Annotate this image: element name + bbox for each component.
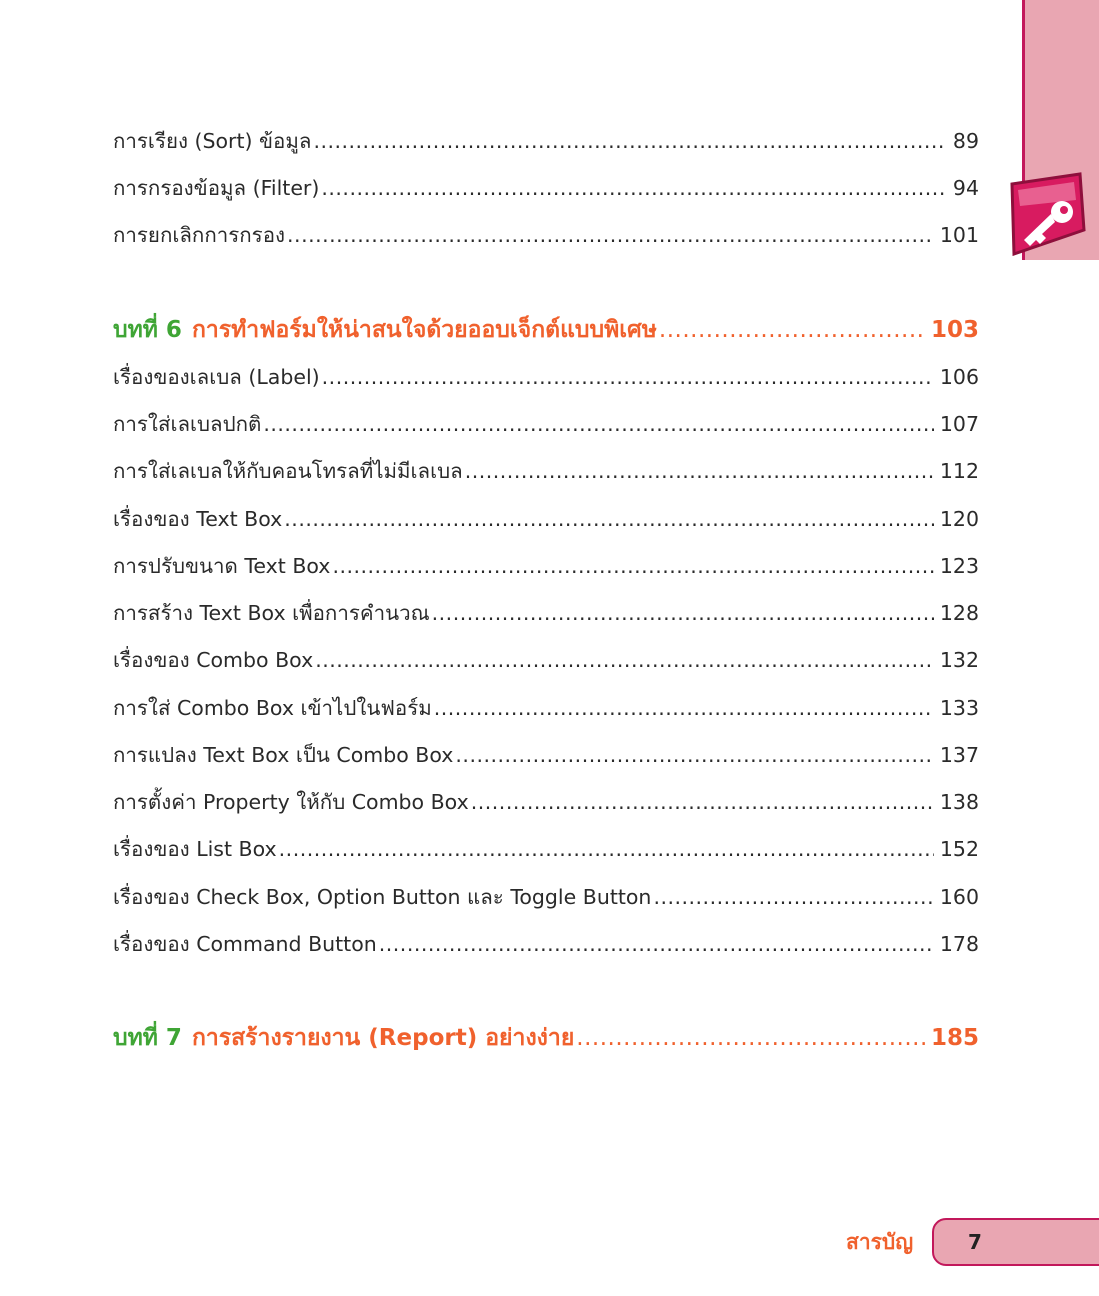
toc-entry-title: การเรียง (Sort) ข้อมูล — [113, 129, 312, 153]
toc-entry[interactable] — [113, 114, 979, 154]
toc-entry[interactable] — [113, 397, 979, 437]
dot-leader — [279, 836, 934, 862]
dot-leader — [432, 600, 934, 626]
toc-entry-title: การสร้าง Text Box เพื่อการคำนวณ — [113, 601, 430, 625]
toc-entry-page: 101 — [939, 223, 979, 247]
access-key-logo-icon — [1004, 170, 1088, 256]
dot-leader — [471, 789, 934, 815]
toc-entry[interactable] — [113, 633, 979, 673]
toc-entry-page: 138 — [939, 790, 979, 814]
toc-entry[interactable] — [113, 539, 979, 579]
dot-leader — [287, 222, 934, 248]
toc-entry-title: การกรองข้อมูล (Filter) — [113, 176, 320, 200]
chapter-heading[interactable] — [113, 1011, 979, 1051]
toc-entry-page: 152 — [939, 837, 979, 861]
toc-entry[interactable] — [113, 728, 979, 768]
dot-leader — [322, 364, 934, 390]
dot-leader — [465, 458, 934, 484]
dot-leader — [284, 506, 934, 532]
dot-leader — [653, 884, 933, 910]
toc-entry-page: 106 — [939, 365, 979, 389]
toc-entry-title: เรื่องของ Combo Box — [113, 648, 314, 672]
page-number-tab — [932, 1218, 1099, 1266]
dot-leader — [455, 742, 933, 768]
toc-entry-title: เรื่องของเลเบล (Label) — [113, 365, 320, 389]
toc-entry[interactable] — [113, 775, 979, 815]
chapter-title: การสร้างรายงาน (Report) อย่างง่าย — [191, 1025, 575, 1051]
toc-entry-title: เรื่องของ Command Button — [113, 932, 377, 956]
toc-entry-title: การยกเลิกการกรอง — [113, 223, 286, 247]
dot-leader — [332, 553, 933, 579]
toc-entry[interactable] — [113, 917, 979, 957]
toc-entry[interactable] — [113, 208, 979, 248]
toc-entry-page: 128 — [939, 601, 979, 625]
chapter-title: การทำฟอร์มให้น่าสนใจด้วยออบเจ็กต์แบบพิเศษ — [191, 317, 657, 343]
toc-entry-page: 133 — [939, 696, 979, 720]
chapter-label: บทที่ 7 — [113, 1025, 182, 1051]
toc-entry-title: การใส่เลเบลให้กับคอนโทรลที่ไม่มีเลเบล — [113, 459, 463, 483]
toc-entry-page: 107 — [939, 412, 979, 436]
toc-entry[interactable] — [113, 870, 979, 910]
toc-entry[interactable] — [113, 350, 979, 390]
dot-leader — [321, 175, 947, 201]
toc-entry-title: การใส่เลเบลปกติ — [113, 412, 262, 436]
dot-leader — [313, 128, 946, 154]
toc-entry-page: 123 — [939, 554, 979, 578]
toc-entry-title: การปรับขนาด Text Box — [113, 554, 331, 578]
toc-entry-page: 137 — [939, 743, 979, 767]
dot-leader — [434, 695, 934, 721]
toc-entry-page: 112 — [939, 459, 979, 483]
page-number: 7 — [968, 1230, 982, 1254]
toc-entry[interactable] — [113, 161, 979, 201]
dot-leader — [659, 317, 925, 343]
toc-entry-page: 120 — [939, 507, 979, 531]
chapter-page: 103 — [930, 317, 979, 343]
toc-entry[interactable] — [113, 444, 979, 484]
toc-entry-title: เรื่องของ List Box — [113, 837, 277, 861]
dot-leader — [263, 411, 934, 437]
toc-entry[interactable] — [113, 492, 979, 532]
toc-entry-title: เรื่องของ Check Box, Option Button และ Toggle Button — [113, 885, 652, 909]
chapter-label: บทที่ 6 — [113, 317, 182, 343]
footer-section-label: สารบัญ — [846, 1230, 914, 1254]
toc-entry[interactable] — [113, 586, 979, 626]
dot-leader — [315, 647, 934, 673]
toc-entry-title: เรื่องของ Text Box — [113, 507, 283, 531]
toc-entry-title: การแปลง Text Box เป็น Combo Box — [113, 743, 454, 767]
toc-entry-page: 94 — [952, 176, 979, 200]
toc-entry-title: การตั้งค่า Property ให้กับ Combo Box — [113, 790, 469, 814]
dot-leader — [379, 931, 934, 957]
toc-entry[interactable] — [113, 822, 979, 862]
toc-entry-page: 132 — [939, 648, 979, 672]
toc-entry-title: การใส่ Combo Box เข้าไปในฟอร์ม — [113, 696, 432, 720]
toc-entry-page: 89 — [952, 129, 979, 153]
toc-entry-page: 178 — [939, 932, 979, 956]
chapter-page: 185 — [930, 1025, 979, 1051]
toc-entry-page: 160 — [939, 885, 979, 909]
toc-entry[interactable] — [113, 681, 979, 721]
chapter-heading[interactable] — [113, 303, 979, 343]
dot-leader — [576, 1025, 925, 1051]
